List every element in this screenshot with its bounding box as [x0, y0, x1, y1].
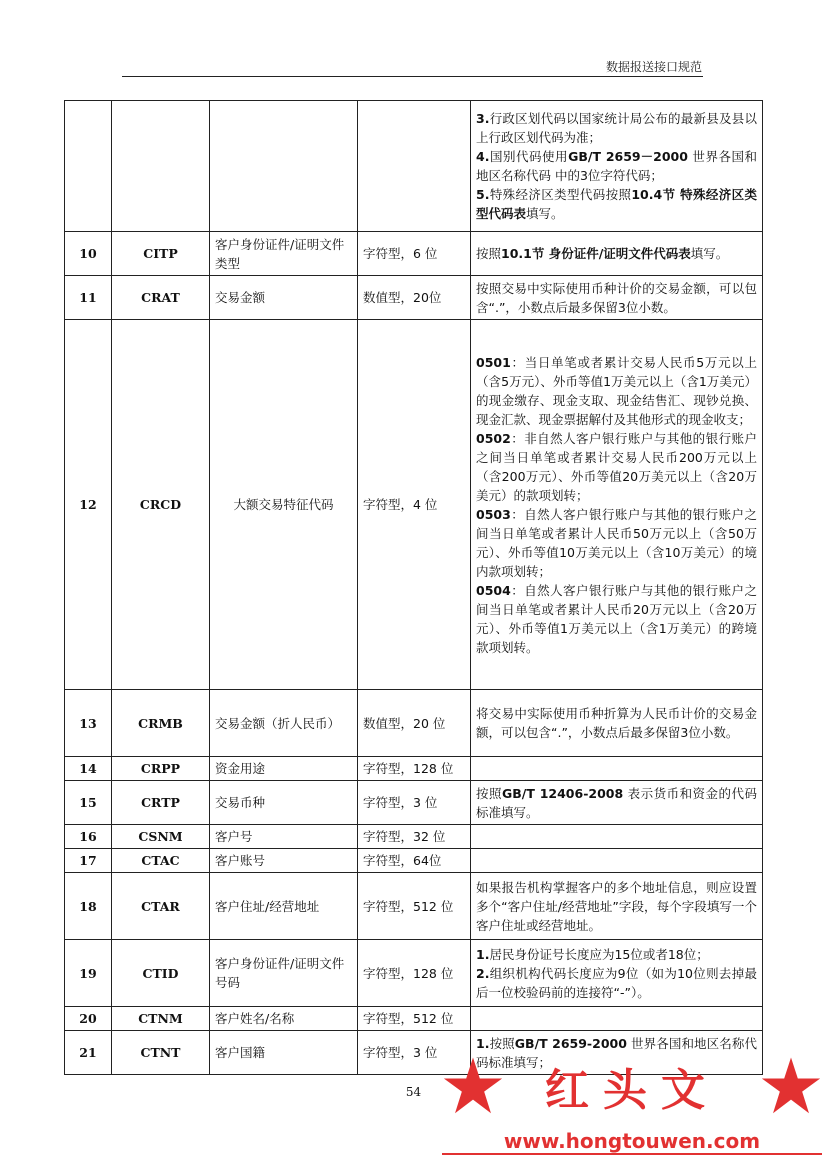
field-code: CTNM	[112, 1007, 210, 1031]
table-row	[65, 940, 763, 1007]
description-paragraph	[476, 244, 757, 263]
field-type: 数值型，20位	[358, 276, 471, 320]
description-text: 1.	[476, 1035, 490, 1051]
field-description	[471, 781, 763, 825]
field-code: CTNT	[112, 1031, 210, 1075]
row-index: 11	[65, 276, 112, 320]
field-type: 字符型，3 位	[358, 1031, 471, 1075]
description-paragraph	[476, 353, 757, 429]
description-text: 10.4节 特殊经济区类型代码表	[476, 187, 757, 221]
field-description	[471, 320, 763, 690]
description-paragraph	[476, 505, 757, 581]
field-name: 客户住址/经营地址	[210, 873, 358, 940]
header-rule	[122, 76, 703, 77]
description-paragraph	[476, 878, 757, 935]
description-text: 5.	[476, 187, 490, 202]
field-code: CRPP	[112, 757, 210, 781]
field-description	[471, 101, 763, 232]
row-index: 17	[65, 849, 112, 873]
field-description	[471, 873, 763, 940]
description-text: 4.	[476, 149, 490, 164]
row-index: 12	[65, 320, 112, 690]
field-name: 客户号	[210, 825, 358, 849]
description-text: 世界各国和地区名称代码标准填写；	[476, 1035, 758, 1070]
field-name: 交易币种	[210, 781, 358, 825]
field-type: 字符型，128 位	[358, 757, 471, 781]
description-text: 将交易中实际使用币种折算为人民币计价的交易金额，可以包含“.”，小数点后最多保留3位小数。	[476, 706, 757, 740]
watermark-url: www.hongtouwen.com	[503, 1129, 761, 1153]
description-paragraph	[476, 581, 757, 657]
description-text: ：当日单笔或者累计交易人民币5万元以上（含5万元）、外币等值1万美元以上（含1万美元）的现金缴存、现金支取、现金结售汇、现钞兑换、现金汇款、现金票据解付及其他形式的现金收支；	[476, 354, 757, 427]
table-row	[65, 320, 763, 690]
field-code: CTAC	[112, 849, 210, 873]
description-text: 1.	[476, 946, 490, 962]
table-row	[65, 690, 763, 757]
field-code: CSNM	[112, 825, 210, 849]
row-index: 20	[65, 1007, 112, 1031]
description-text: 10.1节 身份证件/证明文件代码表	[501, 246, 691, 261]
field-type: 字符型，128 位	[358, 940, 471, 1007]
field-type	[358, 101, 471, 232]
field-code: CTAR	[112, 873, 210, 940]
table-row	[65, 873, 763, 940]
field-name: 交易金额（折人民币）	[210, 690, 358, 757]
row-index: 19	[65, 940, 112, 1007]
field-type: 字符型，6 位	[358, 232, 471, 276]
description-text: 如果报告机构掌握客户的多个地址信息，则应设置多个“客户住址/经营地址”字段，每个字段填写一个客户住址或经营地址。	[476, 879, 757, 933]
description-paragraph	[476, 109, 757, 147]
field-code: CRTP	[112, 781, 210, 825]
star-icon	[442, 1055, 504, 1117]
star-icon	[760, 1055, 822, 1117]
description-paragraph	[476, 945, 757, 964]
description-text: 按照	[476, 246, 502, 261]
description-text: 填写。	[526, 206, 564, 221]
field-name: 客户国籍	[210, 1031, 358, 1075]
field-description	[471, 849, 763, 873]
description-text: 特殊经济区类型代码按照	[489, 187, 632, 202]
description-text: 填写。	[690, 246, 729, 261]
watermark	[442, 1045, 822, 1155]
table-row	[65, 849, 763, 873]
field-code: CRCD	[112, 320, 210, 690]
table-row	[65, 825, 763, 849]
row-index: 16	[65, 825, 112, 849]
description-text: 2.	[476, 965, 490, 981]
field-type: 字符型，512 位	[358, 1007, 471, 1031]
row-index: 10	[65, 232, 112, 276]
description-text: ：非自然人客户银行账户与其他的银行账户之间当日单笔或者累计交易人民币200万元以上（含200万元）、外币等值20万美元以上（含20万美元）的款项划转；	[476, 430, 757, 503]
field-type: 字符型，3 位	[358, 781, 471, 825]
description-text: 行政区划代码以国家统计局公布的最新县及县以上行政区划代码为准；	[476, 111, 757, 145]
description-text: 世界各国和地区名称代码 中的3位字符代码；	[476, 149, 758, 183]
field-code: CRMB	[112, 690, 210, 757]
description-text: GB/T 2659-2000	[514, 1035, 627, 1051]
field-description	[471, 825, 763, 849]
description-text: 0502	[476, 430, 511, 446]
table-row	[65, 757, 763, 781]
field-name: 资金用途	[210, 757, 358, 781]
table-row	[65, 781, 763, 825]
field-spec-table	[64, 100, 763, 1075]
description-text: GB/T 12406-2008	[501, 785, 624, 801]
field-description	[471, 276, 763, 320]
field-name	[210, 101, 358, 232]
table-row	[65, 101, 763, 232]
description-text: 0501	[476, 354, 511, 370]
description-text: 表示货币和资金的代码标准填写。	[476, 785, 757, 820]
row-index: 18	[65, 873, 112, 940]
row-index	[65, 101, 112, 232]
field-description	[471, 757, 763, 781]
description-text: 按照交易中实际使用币种计价的交易金额，可以包含“.”，小数点后最多保留3位小数。	[476, 280, 757, 315]
field-name: 大额交易特征代码	[210, 320, 358, 690]
description-text: 按照	[476, 785, 502, 801]
field-description	[471, 232, 763, 276]
field-type: 字符型，32 位	[358, 825, 471, 849]
description-paragraph	[476, 185, 757, 223]
description-paragraph	[476, 147, 757, 185]
field-spec-table-body	[65, 101, 763, 1075]
field-type: 字符型，64位	[358, 849, 471, 873]
field-type: 字符型，512 位	[358, 873, 471, 940]
table-row	[65, 276, 763, 320]
watermark-rule	[442, 1153, 822, 1155]
description-paragraph	[476, 279, 757, 317]
description-text: 国别代码使用	[489, 149, 569, 164]
description-text: 3.	[476, 111, 490, 126]
description-text: 0503	[476, 506, 511, 522]
watermark-text: 红头文	[545, 1065, 719, 1116]
field-code	[112, 101, 210, 232]
description-text: ：自然人客户银行账户与其他的银行账户之间当日单笔或者累计人民币20万元以上（含20万元）、外币等值1万美元以上（含1万美元）的跨境款项划转。	[476, 582, 757, 655]
description-paragraph	[476, 704, 757, 742]
description-text: 按照	[489, 1035, 515, 1051]
description-text: 组织机构代码长度应为9位（如为10位则去掉最后一位校验码前的连接符“-”）。	[476, 965, 757, 1000]
field-code: CRAT	[112, 276, 210, 320]
table-row	[65, 1007, 763, 1031]
field-type: 数值型，20 位	[358, 690, 471, 757]
field-description	[471, 690, 763, 757]
description-paragraph	[476, 429, 757, 505]
field-name: 客户姓名/名称	[210, 1007, 358, 1031]
table-row	[65, 232, 763, 276]
row-index: 15	[65, 781, 112, 825]
row-index: 13	[65, 690, 112, 757]
header-title: 数据报送接口规范	[605, 60, 702, 74]
page-number: 54	[405, 1085, 422, 1099]
field-description	[471, 1007, 763, 1031]
description-paragraph	[476, 964, 757, 1002]
description-text: 居民身份证号长度应为15位或者18位；	[489, 946, 709, 962]
description-text: 0504	[476, 582, 511, 598]
row-index: 14	[65, 757, 112, 781]
field-code: CITP	[112, 232, 210, 276]
row-index: 21	[65, 1031, 112, 1075]
field-name: 客户身份证件/证明文件类型	[210, 232, 358, 276]
field-code: CTID	[112, 940, 210, 1007]
field-name: 交易金额	[210, 276, 358, 320]
field-type: 字符型，4 位	[358, 320, 471, 690]
field-name: 客户身份证件/证明文件号码	[210, 940, 358, 1007]
field-description	[471, 940, 763, 1007]
description-text: ：自然人客户银行账户与其他的银行账户之间当日单笔或者累计人民币50万元以上（含50万元）、外币等值10万美元以上（含10万美元）的境内款项划转；	[476, 506, 757, 579]
description-text: GB/T 2659－2000	[568, 149, 688, 164]
field-name: 客户账号	[210, 849, 358, 873]
description-paragraph	[476, 784, 757, 822]
